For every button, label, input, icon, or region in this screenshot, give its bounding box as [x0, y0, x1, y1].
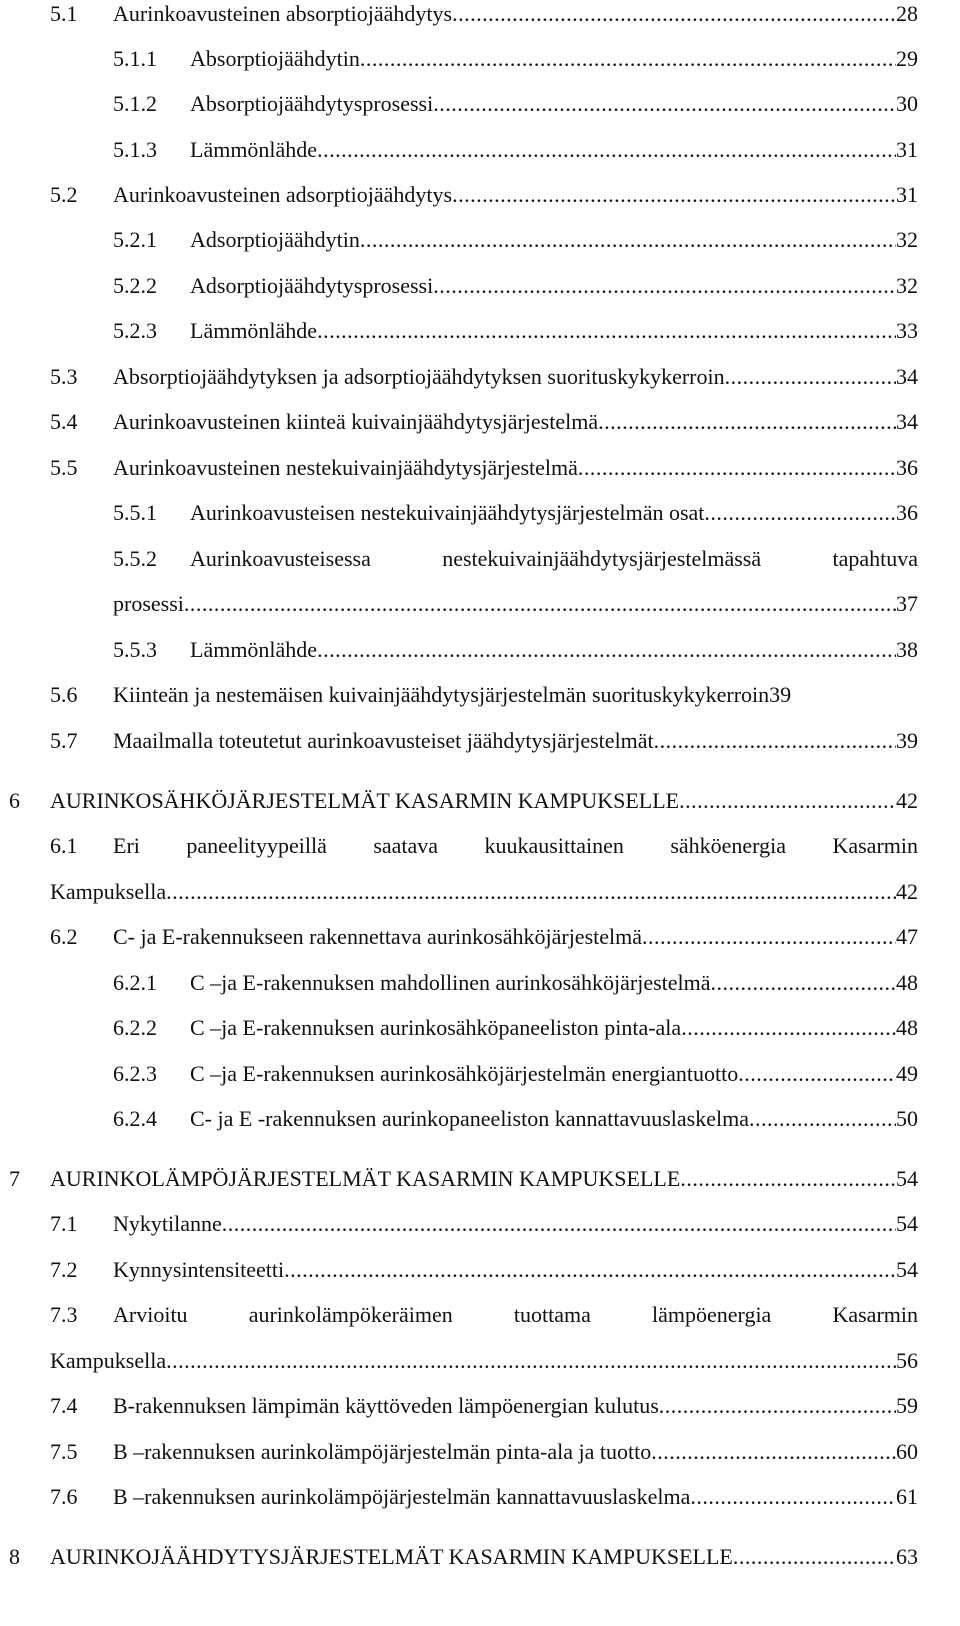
toc-entry-5-5-2[interactable] [0, 541, 960, 577]
toc-entry-page: 63 [896, 1544, 918, 1569]
toc-entry-title: Absorptiojäähdytin [190, 46, 360, 71]
toc-entry-7-1[interactable] [0, 1206, 960, 1242]
toc-entry-title: B –rakennuksen aurinkolämpöjärjestelmän pinta-ala ja tuotto [113, 1439, 652, 1464]
toc-entry-title: AURINKOSÄHKÖJÄRJESTELMÄT KASARMIN KAMPUKSELLE [50, 788, 680, 813]
toc-entry-title-continued: Kampuksella [50, 1348, 167, 1373]
toc-entry-number: 5.6 [50, 682, 78, 707]
toc-entry-number: 5.5.2 [113, 546, 157, 571]
toc-entry-title: Aurinkoavusteinen absorptiojäähdytys [113, 1, 453, 26]
toc-entry-6-2-2[interactable] [0, 1010, 960, 1046]
toc-entry-number: 6.2.3 [113, 1061, 157, 1086]
toc-entry-title: Aurinkoavusteinen nestekuivainjäähdytysjärjestelmä [113, 455, 578, 480]
toc-entry-number: 7.1 [50, 1211, 78, 1236]
toc-entry-number: 5.1 [50, 1, 78, 26]
toc-entry-page: 37 [896, 591, 918, 616]
toc-entry-6-2[interactable] [0, 919, 960, 955]
toc-entry-5-2-2[interactable] [0, 268, 960, 304]
toc-entry-number: 5.5.3 [113, 637, 157, 662]
toc-entry-title: C- ja E -rakennuksen aurinkopaneeliston kannattavuuslaskelma [190, 1106, 749, 1131]
toc-entry-7[interactable] [0, 1161, 960, 1197]
toc-entry-page: 47 [896, 924, 918, 949]
toc-entry-title: Absorptiojäähdytyksen ja adsorptiojäähdytyksen suorituskykykerroin [113, 364, 725, 389]
toc-entry-page: 54 [896, 1257, 918, 1282]
toc-entry-5-3[interactable] [0, 359, 960, 395]
toc-entry-5-1[interactable] [0, 0, 960, 32]
toc-entry-page: 39 [896, 728, 918, 753]
toc-entry-number: 6.2.1 [113, 970, 157, 995]
toc-entry-5-5-3[interactable] [0, 632, 960, 668]
toc-entry-number: 5.5.1 [113, 500, 157, 525]
toc-entry-number: 7.4 [50, 1393, 78, 1418]
toc-entry-number: 6.1 [50, 833, 78, 858]
toc-entry-page: 31 [896, 182, 918, 207]
toc-entry-5-1-2[interactable] [0, 86, 960, 122]
toc-entry-number: 5.2.3 [113, 318, 157, 343]
toc-entry-title: Aurinkoavusteisessa nestekuivainjäähdytysjärjestelmässä tapahtuva [190, 546, 918, 571]
toc-entry-page: 42 [896, 879, 918, 904]
toc-entry-6-1[interactable] [0, 828, 960, 864]
toc-entry-title: Aurinkoavusteinen adsorptiojäähdytys [113, 182, 453, 207]
toc-entry-number: 5.1.1 [113, 46, 157, 71]
toc-entry-title: Absorptiojäähdytysprosessi [190, 91, 434, 116]
toc-entry-title: Lämmönlähde [190, 137, 318, 162]
toc-entry-title: Arvioitu aurinkolämpökeräimen tuottama lämpöenergia Kasarmin [113, 1302, 918, 1327]
toc-entry-page: 61 [896, 1484, 918, 1509]
toc-entry-page: 48 [896, 970, 918, 995]
toc-entry-number: 5.2.1 [113, 227, 157, 252]
toc-entry-number: 5.1.2 [113, 91, 157, 116]
toc-entry-title: C –ja E-rakennuksen mahdollinen aurinkosähköjärjestelmä [190, 970, 711, 995]
toc-entry-5-5[interactable] [0, 450, 960, 486]
toc-entry-number: 6.2.2 [113, 1015, 157, 1040]
toc-entry-5-1-1[interactable] [0, 41, 960, 77]
toc-entry-7-5[interactable] [0, 1434, 960, 1470]
toc-entry-page: 48 [896, 1015, 918, 1040]
toc-entry-page: 29 [896, 46, 918, 71]
toc-entry-7-4[interactable] [0, 1388, 960, 1424]
toc-entry-5-5-1[interactable] [0, 495, 960, 531]
toc-entry-7-3[interactable] [0, 1297, 960, 1333]
toc-entry-6[interactable] [0, 783, 960, 819]
toc-entry-5-4[interactable] [0, 404, 960, 440]
toc-entry-6-1-continued[interactable] [0, 874, 960, 910]
toc-entry-page: 30 [896, 91, 918, 116]
toc-entry-page: 32 [896, 273, 918, 298]
toc-entry-number: 5.1.3 [113, 137, 157, 162]
toc-entry-title: Adsorptiojäähdytysprosessi [190, 273, 434, 298]
toc-entry-number: 5.5 [50, 455, 78, 480]
toc-entry-5-5-2-continued[interactable] [0, 586, 960, 622]
toc-entry-title: Aurinkoavusteisen nestekuivainjäähdytysjärjestelmän osat [190, 500, 705, 525]
toc-entry-title: Maailmalla toteutetut aurinkoavusteiset jäähdytysjärjestelmät [113, 728, 654, 753]
toc-entry-title: Aurinkoavusteinen kiinteä kuivainjäähdytysjärjestelmä [113, 409, 599, 434]
toc-entry-number: 5.3 [50, 364, 78, 389]
toc-entry-page: 49 [896, 1061, 918, 1086]
toc-entry-page: 33 [896, 318, 918, 343]
toc-entry-title: Nykytilanne [113, 1211, 222, 1236]
toc-entry-page: 34 [896, 409, 918, 434]
toc-entry-page: 38 [896, 637, 918, 662]
toc-entry-number: 5.4 [50, 409, 78, 434]
toc-entry-page: 54 [896, 1166, 918, 1191]
toc-entry-number: 6.2.4 [113, 1106, 157, 1131]
toc-entry-page: 60 [896, 1439, 918, 1464]
toc-entry-title: Kiinteän ja nestemäisen kuivainjäähdytysjärjestelmän suorituskykykerroin39 [113, 682, 792, 707]
toc-entry-title: C –ja E-rakennuksen aurinkosähköjärjestelmän energiantuotto [190, 1061, 739, 1086]
toc-entry-5-7[interactable] [0, 723, 960, 759]
toc-entry-number: 7.2 [50, 1257, 78, 1282]
toc-entry-page: 28 [896, 1, 918, 26]
toc-entry-5-6[interactable] [0, 677, 960, 713]
toc-entry-page: 36 [896, 500, 918, 525]
toc-entry-title: C- ja E-rakennukseen rakennettava aurinkosähköjärjestelmä [113, 924, 642, 949]
toc-entry-title: C –ja E-rakennuksen aurinkosähköpaneeliston pinta-ala [190, 1015, 682, 1040]
toc-entry-5-2-3[interactable] [0, 313, 960, 349]
toc-entry-title: Kynnysintensiteetti [113, 1257, 285, 1282]
toc-entry-page: 54 [896, 1211, 918, 1236]
toc-entry-page: 42 [896, 788, 918, 813]
toc-entry-page: 32 [896, 227, 918, 252]
toc-entry-number: 7 [9, 1166, 20, 1191]
toc-entry-7-6[interactable] [0, 1479, 960, 1515]
toc-entry-title: B –rakennuksen aurinkolämpöjärjestelmän kannattavuuslaskelma [113, 1484, 691, 1509]
toc-entry-number: 7.6 [50, 1484, 78, 1509]
toc-entry-title: AURINKOJÄÄHDYTYSJÄRJESTELMÄT KASARMIN KAMPUKSELLE [50, 1544, 733, 1569]
toc-entry-number: 7.3 [50, 1302, 78, 1327]
toc-entry-5-1-3[interactable] [0, 132, 960, 168]
toc-entry-number: 6 [9, 788, 20, 813]
toc-entry-page: 56 [896, 1348, 918, 1373]
toc-entry-page: 34 [896, 364, 918, 389]
toc-entry-5-2[interactable] [0, 177, 960, 213]
toc-entry-title: Adsorptiojäähdytin [190, 227, 360, 252]
toc-entry-number: 5.7 [50, 728, 78, 753]
toc-entry-title: AURINKOLÄMPÖJÄRJESTELMÄT KASARMIN KAMPUKSELLE [50, 1166, 681, 1191]
toc-entry-7-3-continued[interactable] [0, 1343, 960, 1379]
toc-entry-page: 59 [896, 1393, 918, 1418]
toc-entry-title-continued: prosessi [113, 591, 184, 616]
toc-entry-page: 31 [896, 137, 918, 162]
toc-entry-number: 6.2 [50, 924, 78, 949]
toc-entry-6-2-4[interactable] [0, 1101, 960, 1137]
toc-entry-page: 36 [896, 455, 918, 480]
toc-entry-title: B-rakennuksen lämpimän käyttöveden lämpöenergian kulutus [113, 1393, 659, 1418]
toc-entry-title: Lämmönlähde [190, 318, 318, 343]
toc-entry-5-2-1[interactable] [0, 222, 960, 258]
toc-entry-8[interactable] [0, 1539, 960, 1575]
toc-entry-number: 8 [9, 1544, 20, 1569]
toc-entry-title: Lämmönlähde [190, 637, 318, 662]
toc-entry-number: 7.5 [50, 1439, 78, 1464]
toc-entry-6-2-1[interactable] [0, 965, 960, 1001]
toc-entry-6-2-3[interactable] [0, 1056, 960, 1092]
toc-entry-page: 50 [896, 1106, 918, 1131]
toc-entry-title: Eri paneelityypeillä saatava kuukausittainen sähköenergia Kasarmin [113, 833, 918, 858]
toc-entry-7-2[interactable] [0, 1252, 960, 1288]
toc-entry-number: 5.2.2 [113, 273, 157, 298]
toc-entry-number: 5.2 [50, 182, 78, 207]
toc-entry-title-continued: Kampuksella [50, 879, 167, 904]
